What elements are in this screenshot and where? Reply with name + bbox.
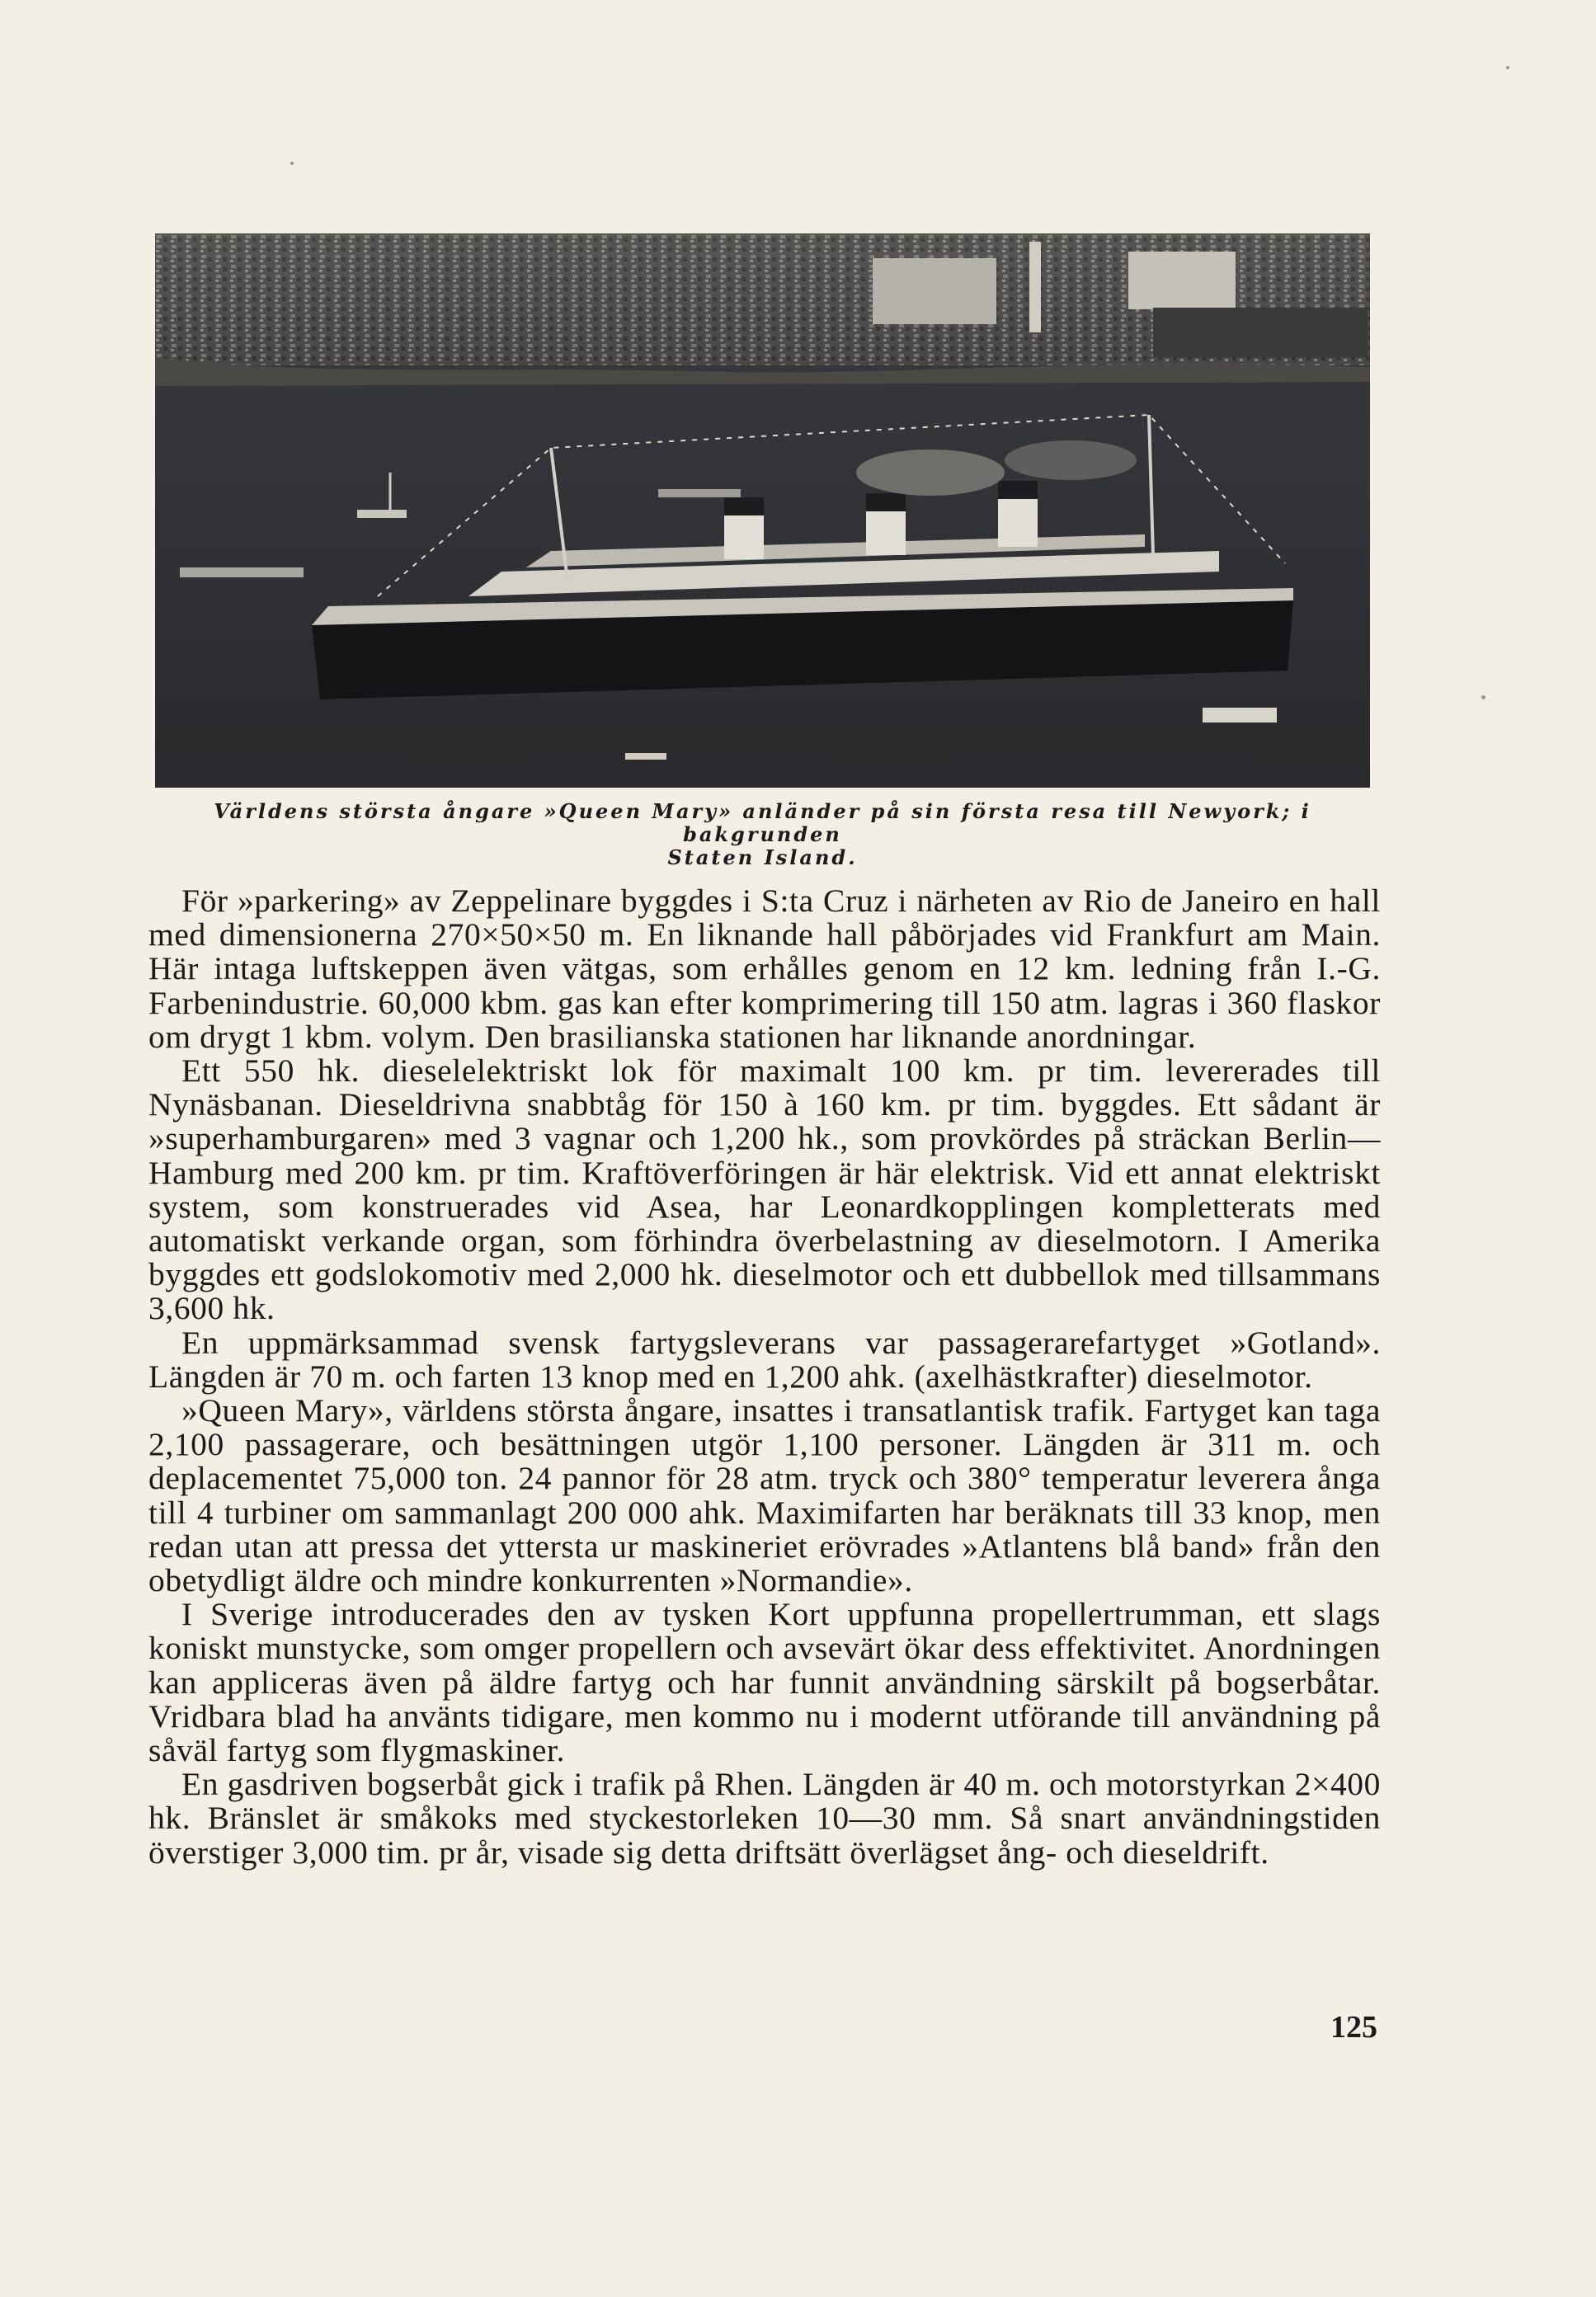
article-body [148,884,1381,1870]
figure-caption [155,800,1370,869]
paragraph-diesel-locomotives: Ett 550 hk. dieselelektriskt lok för maximalt 100 km. pr tim. levererades till Nynäsbanan. Dieseldrivna snabbtåg för 150 à 160 km. pr tim. byggdes. Ett sådant är »superhamburgaren» med 3 vagnar och 1,200 hk., som provkördes på sträckan Berlin—Hamburg med 200 km. pr tim. Kraftöverföringen är här elektrisk. Vid ett annat elektriskt system, som konstruerades vid Asea, har Leonardkopplingen kompletterats med automatiskt verkande organ, som förhindra överbelastning av dieselmotorn. I Amerika byggdes ett godslokomotiv med 2,000 hk. dieselmotor och ett dubbellok med tillsammans 3,600 hk. [148,1052,1381,1327]
scan-speck [1506,66,1509,69]
paragraph-gas-tugboat: En gasdriven bogserbåt gick i trafik på Rhen. Längden är 40 m. och motorstyrkan 2×400 hk. Bränslet är småkoks med styckestorleken 10—30 mm. Så snart användningstiden överstiger 3,000 tim. pr år, visade sig detta driftsätt överlägset ång- och dieseldrift. [148,1766,1381,1871]
scan-speck [290,162,294,165]
scan-speck [1481,695,1485,699]
paragraph-propeller-drum: I Sverige introducerades den av tysken Kort uppfunna propellertrumman, ett slags koniskt munstycke, som omger propellern och avsevärt ökar dess effektivitet. Anordningen kan appliceras även på äldre fartyg och har funnit användning särskilt på bogserbåtar. Vridbara blad ha använts tidigare, men kommo nu i modernt utförande till användning på såväl fartyg som flygmaskiner. [148,1596,1381,1769]
paragraph-gotland-ship: En uppmärksammad svensk fartygsleverans var passagerarefartyget »Gotland». Längden är 70 m. och farten 13 knop med en 1,200 ahk. (axelhästkrafter) dieselmotor. [148,1324,1381,1395]
paragraph-queen-mary: »Queen Mary», världens största ångare, insattes i transatlantisk trafik. Fartyget kan taga 2,100 passagerare, och besättningen utgör 1,100 personer. Längden är 311 m. och deplacementet 75,000 ton. 24 pannor för 28 atm. tryck och 380° temperatur leverera ånga till 4 turbiner om sammanlagt 200 000 ahk. Maximifarten har beräknats till 33 knop, men redan utan att pressa det yttersta ur maskineriet erövrades »Atlantens blå band» från den obetydligt äldre och mindre konkurrenten »Normandie». [148,1392,1381,1599]
page-number: 125 [1330,2010,1377,2045]
caption-line-2: Staten Island. [667,845,858,869]
caption-line-1: Världens största ångare »Queen Mary» anländer på sin första resa till Newyork; i bakgrunden [214,799,1311,846]
ocean-liner-photo-icon [155,233,1370,788]
queen-mary-photo [155,233,1370,788]
paragraph-zeppelin-hangar: För »parkering» av Zeppelinare byggdes i S:ta Cruz i närheten av Rio de Janeiro en hall med dimensionerna 270×50×50 m. En liknande hall påbörjades vid Frankfurt am Main. Här intaga luftskeppen även vätgas, som erhålles genom en 12 km. ledning från I.-G. Farbenindustrie. 60,000 kbm. gas kan efter komprimering till 150 atm. lagras i 360 flaskor om drygt 1 kbm. volym. Den brasilianska stationen har liknande anordningar. [148,883,1381,1055]
